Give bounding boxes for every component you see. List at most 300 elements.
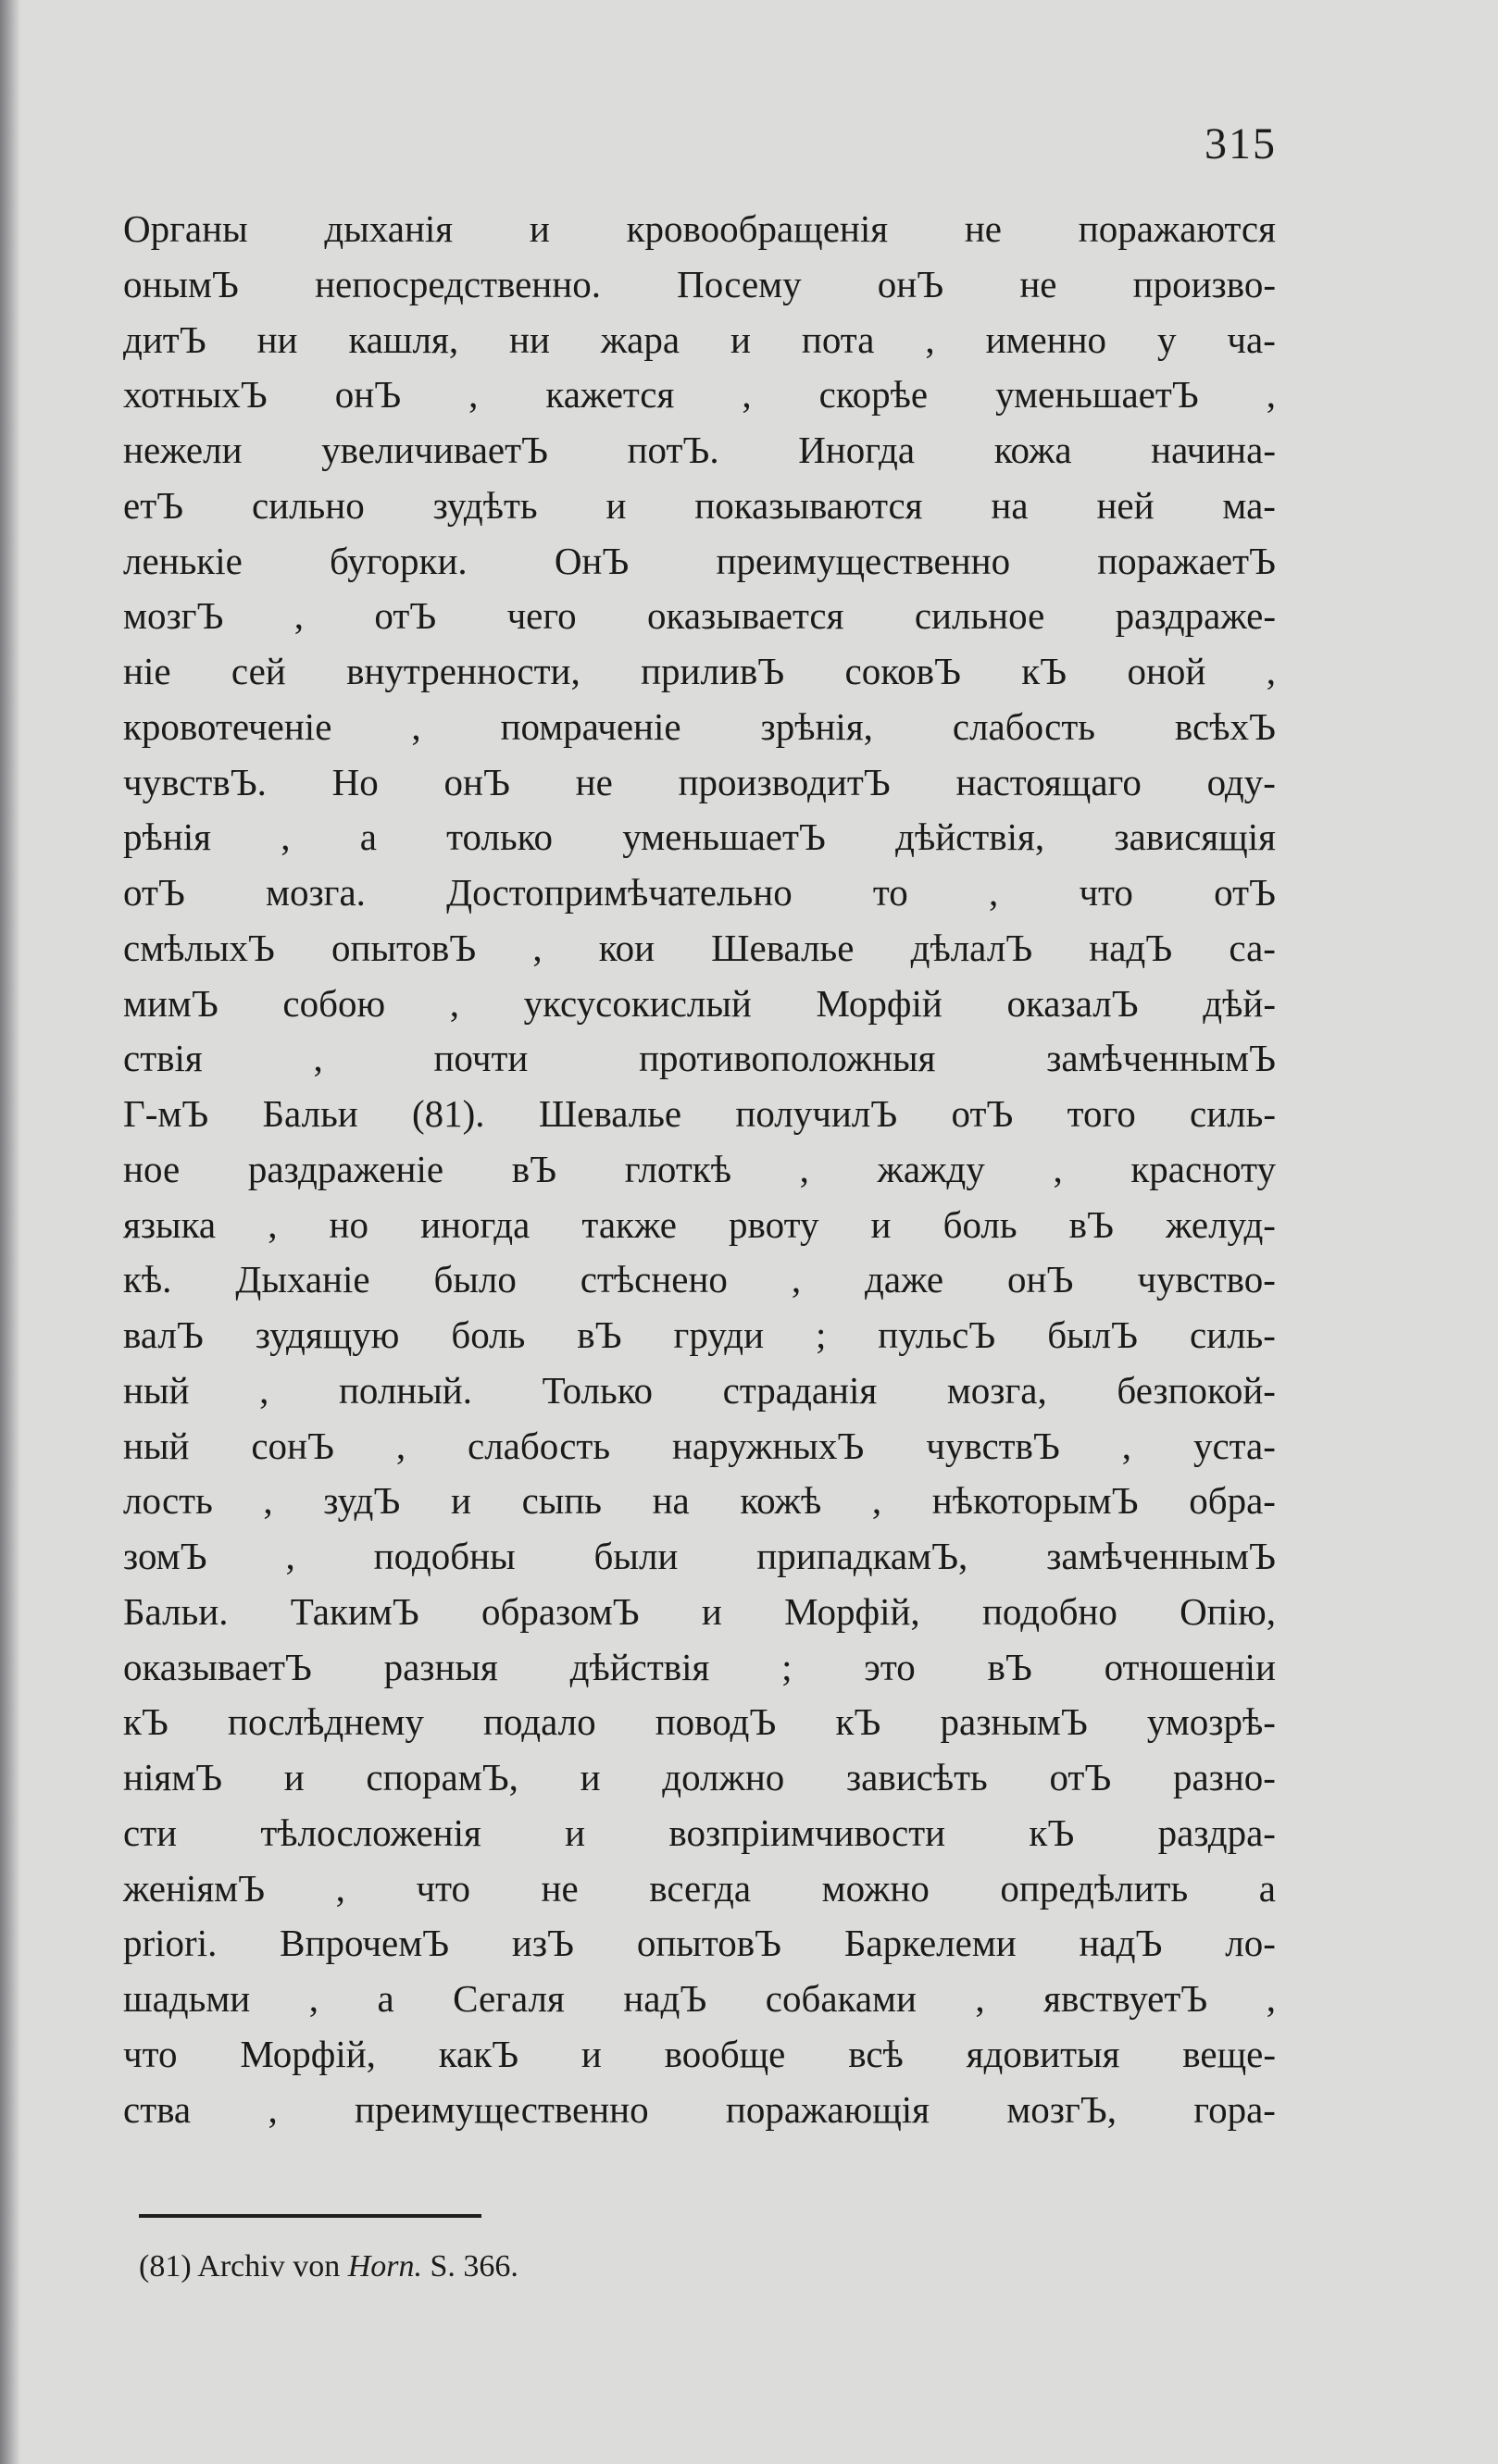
word: приливЪ [641, 650, 785, 692]
word: уста- [1192, 1424, 1276, 1467]
word: ни [509, 317, 550, 361]
text-line [123, 977, 1276, 1032]
word: , [308, 1977, 318, 2020]
word: и [580, 2032, 602, 2075]
word: зрѣнія, [760, 704, 873, 748]
word: мозга. [266, 871, 366, 914]
word: Опію, [1180, 1589, 1276, 1633]
word: собою [282, 981, 386, 1025]
word: внутренности, [346, 650, 580, 692]
word: , [925, 317, 935, 361]
word: , [468, 373, 479, 417]
word: Г-мЪ [123, 1092, 209, 1135]
word: онЪ [877, 262, 944, 305]
word: не [1019, 262, 1057, 305]
word: и [529, 207, 550, 250]
word: (81). [411, 1092, 485, 1135]
text-line [123, 1474, 1276, 1529]
word: Морфій, [784, 1589, 920, 1633]
word: наружныхЪ [671, 1424, 865, 1467]
word: былЪ [1047, 1313, 1139, 1356]
word: , [281, 815, 291, 859]
text-line [123, 1806, 1276, 1861]
word: раздра- [1157, 1811, 1276, 1854]
word: замѣченнымЪ [1046, 1535, 1276, 1577]
body-text [123, 202, 1276, 2137]
word: преимущественно [354, 2087, 649, 2131]
word: дыханія [324, 207, 454, 250]
footnote-prefix: Archiv von [197, 2249, 341, 2284]
word: кожѣ [740, 1479, 822, 1523]
word: ча- [1227, 317, 1276, 361]
text-line [123, 1640, 1276, 1696]
word: ТакимЪ [290, 1589, 419, 1633]
word: и [283, 1756, 305, 1798]
word: Органы [123, 207, 248, 250]
word: гора- [1193, 2087, 1276, 2131]
word: чувствЪ. [123, 760, 267, 803]
word: поражаетЪ [1097, 539, 1276, 582]
word: кѣ. [123, 1258, 172, 1301]
word: получилЪ [735, 1092, 898, 1135]
text-line [123, 1087, 1276, 1142]
word: скорѣе [818, 373, 929, 417]
word: дѣлалЪ [910, 926, 1033, 969]
word: Но [331, 760, 379, 803]
word: не [575, 760, 613, 803]
word: , [259, 1368, 269, 1412]
word: , [411, 704, 421, 748]
word: кровотеченіе [123, 704, 332, 748]
word: , [791, 1258, 802, 1301]
word: онЪ [1007, 1258, 1074, 1301]
word: рвоту [729, 1202, 819, 1246]
word: ніямЪ [123, 1756, 223, 1798]
word: Бальи. [123, 1589, 229, 1633]
word: Морфій, [240, 2032, 376, 2075]
word: дѣй- [1203, 981, 1276, 1025]
footnote-suffix: S. 366. [430, 2249, 518, 2284]
word: оной [1127, 650, 1206, 692]
word: опытовЪ [636, 1922, 782, 1965]
word: дитЪ [123, 317, 206, 361]
footnote [139, 2249, 518, 2284]
word: ный [123, 1368, 190, 1412]
word: спорамЪ, [366, 1756, 518, 1798]
word: мозгЪ, [1006, 2087, 1117, 2131]
word: поражающія [725, 2087, 930, 2131]
word: вЪ [1068, 1202, 1114, 1246]
word: оду- [1206, 760, 1276, 803]
word: даже [865, 1258, 944, 1301]
word: оказалЪ [1006, 981, 1139, 1025]
word: слабость [952, 704, 1095, 748]
word: кЪ [1021, 650, 1067, 692]
text-line [123, 1363, 1276, 1419]
word: разныя [383, 1645, 498, 1688]
text-line [123, 1695, 1276, 1750]
word: безпокой- [1117, 1368, 1276, 1412]
word: также [581, 1202, 677, 1246]
word: ный [123, 1424, 190, 1467]
word: ней [1096, 483, 1155, 527]
word: подобны [373, 1535, 516, 1577]
word: ства [123, 2087, 192, 2131]
word: ; [781, 1645, 793, 1688]
word: явствуетЪ [1043, 1977, 1208, 2020]
word: и [701, 1589, 722, 1633]
word: потЪ. [627, 429, 719, 471]
text-line [123, 865, 1276, 921]
word: изЪ [511, 1922, 575, 1965]
word: , [293, 594, 305, 638]
text-line [123, 1142, 1276, 1198]
footnote-author: Horn. [347, 2249, 422, 2284]
word: Посему [677, 262, 802, 305]
word: , [263, 1479, 273, 1523]
word: ни [256, 317, 298, 361]
word: всегда [649, 1866, 752, 1910]
word: смѣлыхЪ [123, 926, 275, 969]
word: отЪ [374, 594, 437, 638]
word: того [1067, 1092, 1136, 1135]
word: умозрѣ- [1146, 1700, 1276, 1744]
text-line [123, 367, 1276, 423]
word: глоткѣ [624, 1147, 731, 1190]
word: зудящую [255, 1313, 400, 1356]
word: обра- [1189, 1479, 1276, 1523]
word: етЪ [123, 483, 184, 527]
word: то [872, 871, 908, 914]
word: , [975, 1977, 985, 2020]
word: вЪ [511, 1147, 557, 1190]
word: что [1079, 871, 1133, 914]
text-line [123, 1198, 1276, 1253]
word: мозга, [946, 1368, 1047, 1412]
word: образомЪ [481, 1589, 640, 1633]
word: , [449, 981, 459, 1025]
word: онЪ [443, 760, 510, 803]
word: не [964, 207, 1002, 250]
word: и [605, 483, 627, 527]
word: поражаются [1078, 207, 1276, 250]
word: вЪ [577, 1313, 622, 1356]
word: ма- [1222, 483, 1276, 527]
footnote-rule [139, 2214, 481, 2218]
word: зудѣть [432, 483, 538, 527]
word: преимущественно [716, 539, 1011, 582]
word: Дыханіе [235, 1258, 370, 1301]
word: , [268, 2087, 278, 2131]
word: производитЪ [678, 760, 891, 803]
word: ОнЪ [554, 539, 630, 582]
word: произво- [1132, 262, 1276, 305]
word: , [335, 1866, 345, 1910]
word: у [1156, 317, 1177, 361]
word: и [730, 317, 751, 361]
word: , [871, 1479, 882, 1523]
word: , [1053, 1147, 1063, 1190]
word: зависѣть [845, 1756, 988, 1798]
word: , [313, 1037, 323, 1080]
word: Баркелеми [843, 1922, 1017, 1965]
text-line [123, 921, 1276, 977]
word: боль [942, 1202, 1017, 1246]
word: уменьшаетЪ [622, 815, 826, 859]
word: можно [821, 1866, 930, 1910]
word: сей [231, 650, 286, 692]
word: силь- [1189, 1313, 1276, 1356]
text-line [123, 755, 1276, 811]
text-line [123, 534, 1276, 590]
text-line [123, 1750, 1276, 1806]
word: раздраже- [1115, 594, 1276, 638]
word: помраченіе [500, 704, 681, 748]
word: пота [801, 317, 875, 361]
word: ніе [123, 650, 171, 692]
word: нѣкоторымЪ [931, 1479, 1139, 1523]
word: бугорки. [329, 539, 468, 582]
word: , [1266, 650, 1276, 692]
word: и [565, 1811, 586, 1854]
word: сонЪ [251, 1424, 334, 1467]
text-line [123, 202, 1276, 257]
word: пульсЪ [878, 1313, 996, 1356]
word: отЪ [123, 871, 185, 914]
word: увеличиваетЪ [321, 429, 548, 471]
word: уксусокислый [523, 981, 752, 1025]
word: и [870, 1202, 892, 1246]
text-line [123, 1252, 1276, 1308]
word: нежели [123, 429, 243, 471]
word: жажду [877, 1147, 985, 1190]
word: силь- [1190, 1092, 1276, 1135]
word: кои [598, 926, 655, 969]
word: женіямЪ [123, 1866, 266, 1910]
word: почти [433, 1037, 529, 1080]
word: надЪ [1089, 926, 1173, 969]
word: поводЪ [655, 1700, 777, 1744]
word: лость [123, 1479, 213, 1523]
word: отЪ [1214, 871, 1276, 914]
word: кЪ [1029, 1811, 1075, 1854]
word: чувствЪ [926, 1424, 1060, 1467]
word: , [989, 871, 999, 914]
word: должно [662, 1756, 785, 1798]
word: противоположныя [639, 1037, 936, 1080]
word: , [1121, 1424, 1132, 1467]
word: какЪ [438, 2032, 519, 2075]
word: ное [123, 1147, 181, 1190]
word: , [395, 1424, 406, 1467]
word: возпріимчивости [668, 1811, 946, 1854]
word: зомЪ [123, 1535, 207, 1577]
word: ВпрочемЪ [280, 1922, 450, 1965]
word: ; [815, 1313, 827, 1356]
word: было [433, 1258, 517, 1301]
text-line [123, 2083, 1276, 2138]
word: са- [1229, 926, 1276, 969]
text-line [123, 1861, 1276, 1917]
text-line [123, 257, 1276, 313]
word: оказываетЪ [123, 1645, 312, 1688]
word: оказывается [647, 594, 844, 638]
word: раздраженіе [247, 1147, 444, 1190]
word: кровообращенія [626, 207, 889, 250]
word: зависящія [1114, 815, 1276, 859]
spine-shadow [0, 0, 20, 2464]
word: онЪ [334, 373, 402, 417]
word: Иногда [798, 429, 916, 471]
word: настоящаго [955, 760, 1142, 803]
word: , [1266, 1977, 1276, 2020]
word: Только [542, 1368, 654, 1412]
word: рѣнія [123, 815, 211, 859]
text-line [123, 700, 1276, 755]
word: собаками [765, 1977, 917, 2020]
word: припадкамЪ, [756, 1535, 968, 1577]
text-line [123, 1031, 1276, 1087]
word: стѣснено [580, 1258, 728, 1301]
word: боль [451, 1313, 526, 1356]
word: дѣйствія [569, 1645, 710, 1688]
text-line [123, 1972, 1276, 2027]
word: на [991, 483, 1029, 527]
word: , [799, 1147, 809, 1190]
word: онымЪ [123, 262, 239, 305]
word: надЪ [1079, 1922, 1163, 1965]
word: кЪ [123, 1700, 169, 1744]
word: всѣ [848, 2032, 904, 2075]
word: начина- [1151, 429, 1276, 471]
word: подало [482, 1700, 596, 1744]
text-line [123, 1585, 1276, 1640]
word: ствія [123, 1037, 203, 1080]
text-line [123, 313, 1276, 368]
word: хотныхЪ [123, 373, 268, 417]
text-line [123, 644, 1276, 700]
word: но [329, 1202, 368, 1246]
page-number: 315 [1205, 119, 1277, 168]
word: не [541, 1866, 579, 1910]
text-line [123, 1916, 1276, 1972]
word: разнымЪ [940, 1700, 1088, 1744]
word: ядовитыя [966, 2032, 1120, 2075]
word: отЪ [1049, 1756, 1112, 1798]
word: a [1258, 1866, 1276, 1910]
word: иногда [420, 1202, 531, 1246]
word: полный. [338, 1368, 472, 1412]
word: именно [985, 317, 1107, 361]
word: что [416, 1866, 470, 1910]
word: жара [600, 317, 680, 361]
word: соковЪ [844, 650, 961, 692]
word: кЪ [835, 1700, 881, 1744]
word: кожа [993, 429, 1072, 471]
word: слабость [468, 1424, 611, 1467]
word: что [123, 2032, 178, 2075]
word: Сегаля [453, 1977, 565, 2020]
word: только [446, 815, 553, 859]
word: Бальи [262, 1092, 358, 1135]
word: сти [123, 1811, 178, 1854]
word: Морфій [816, 981, 942, 1025]
word: подобно [981, 1589, 1117, 1633]
text-line [123, 423, 1276, 479]
word: тѣлосложенія [260, 1811, 481, 1854]
word: непосредственно. [315, 262, 601, 305]
text-line [123, 810, 1276, 865]
word: сильно [251, 483, 365, 527]
word: Достопримѣчательно [446, 871, 793, 914]
word: мозгЪ [123, 594, 224, 638]
text-line [123, 1529, 1276, 1585]
word: надЪ [623, 1977, 707, 2020]
word: разно- [1172, 1756, 1276, 1798]
word: , [1266, 373, 1276, 417]
word: замѣченнымЪ [1046, 1037, 1276, 1080]
word: priori. [123, 1922, 218, 1965]
word: страданія [722, 1368, 878, 1412]
word: сыпь [521, 1479, 602, 1523]
word: это [864, 1645, 916, 1688]
word: желуд- [1166, 1202, 1276, 1246]
word: вЪ [987, 1645, 1032, 1688]
word: опредѣлить [1000, 1866, 1189, 1910]
text-line [123, 2027, 1276, 2083]
word: и [580, 1756, 601, 1798]
word: зудЪ [323, 1479, 401, 1523]
word: сильное [914, 594, 1045, 638]
word: показываются [694, 483, 923, 527]
word: , [285, 1535, 295, 1577]
text-line [123, 1308, 1276, 1363]
word: кажется [545, 373, 675, 417]
text-line [123, 589, 1276, 644]
word: Шевалье [711, 926, 855, 969]
word: веще- [1182, 2032, 1276, 2075]
text-line [123, 1419, 1276, 1475]
word: а [377, 1977, 394, 2020]
word: и [450, 1479, 471, 1523]
word: ло- [1225, 1922, 1276, 1965]
word: красноту [1130, 1147, 1276, 1190]
word: груди [673, 1313, 765, 1356]
word: опытовЪ [331, 926, 477, 969]
word: валЪ [123, 1313, 204, 1356]
word: а [359, 815, 377, 859]
word: ленькіе [123, 539, 243, 582]
word: вообще [664, 2032, 786, 2075]
word: , [742, 373, 752, 417]
word: , [532, 926, 543, 969]
word: на [652, 1479, 690, 1523]
word: Шевалье [538, 1092, 682, 1135]
word: языка [123, 1202, 217, 1246]
word: чувство- [1137, 1258, 1276, 1301]
word: , [268, 1202, 278, 1246]
word: мимЪ [123, 981, 218, 1025]
footnote-marker: (81) [139, 2249, 192, 2284]
word: чего [506, 594, 577, 638]
word: отношеніи [1104, 1645, 1276, 1688]
text-line [123, 479, 1276, 534]
word: были [593, 1535, 679, 1577]
word: всѣхЪ [1174, 704, 1276, 748]
word: уменьшаетЪ [995, 373, 1199, 417]
word: шадьми [123, 1977, 251, 2020]
word: дѣйствія, [895, 815, 1045, 859]
